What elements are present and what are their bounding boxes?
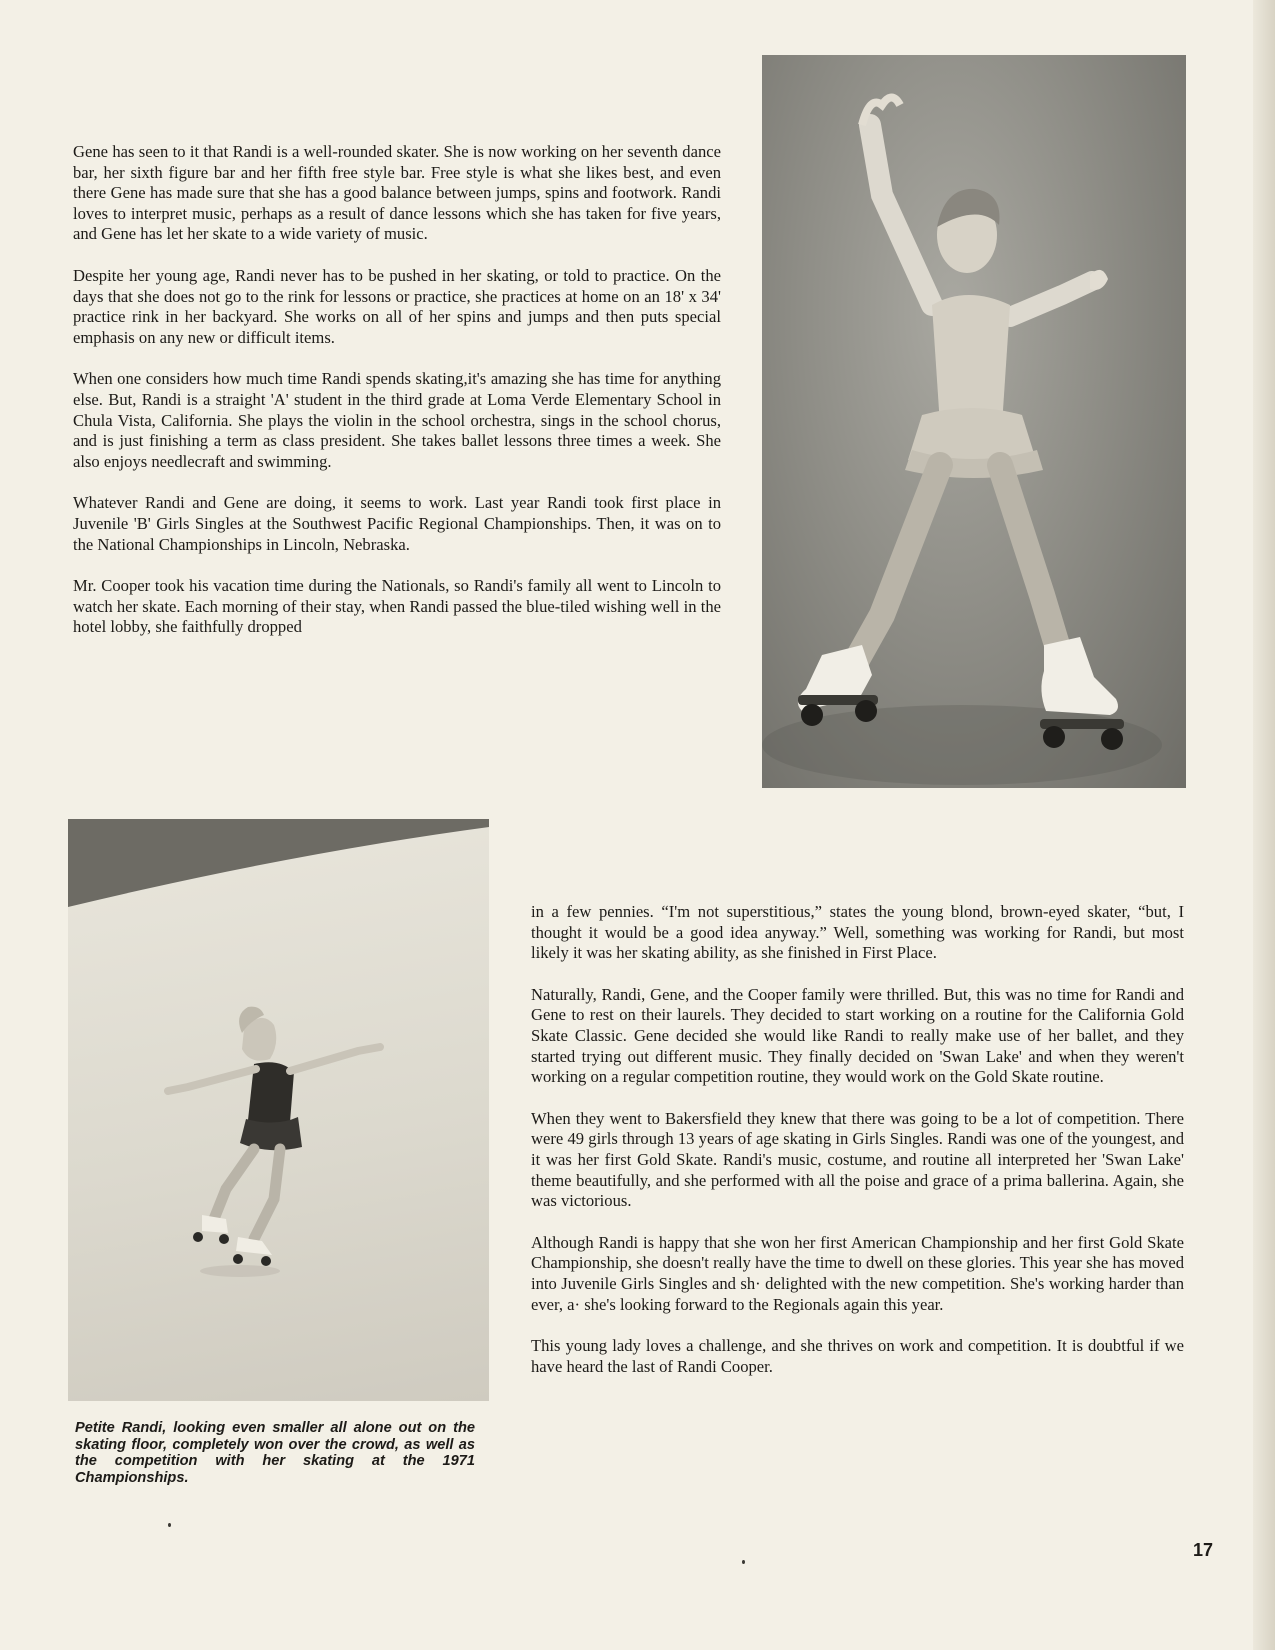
page-number: 17	[1193, 1540, 1214, 1560]
article-paragraph: This young lady loves a challenge, and she thrives on work and competition. It is doubtful if we have heard the last of Randi Cooper.	[531, 1336, 1184, 1376]
article-column-top	[73, 142, 721, 659]
photo-caption: Petite Randi, looking even smaller all alone out on the skating floor, completely won over the crowd, as well as the competition with her skating at the 1971 Championships.	[75, 1420, 475, 1486]
page-edge-shadow	[1253, 0, 1275, 1650]
skater-posing-illustration	[762, 55, 1186, 788]
print-speck	[168, 1523, 171, 1527]
article-paragraph: When one considers how much time Randi spends skating,it's amazing she has time for anything else. But, Randi is a straight 'A' student in the third grade at Loma Verde Elementary School in Chula Vista, California. She plays the violin in the school orchestra, sings in the school chorus, and is just finishing a term as class president. She takes ballet lessons three times a week. She also enjoys needlecraft and swimming.	[73, 369, 721, 471]
photo-skater-rink	[68, 819, 489, 1401]
article-paragraph: in a few pennies. “I'm not superstitious,” states the young blond, brown-eyed skater, “but, I thought it would be a good idea anyway.” Well, something was working for Randi, but most likely it was her skating ability, as she finished in First Place.	[531, 902, 1184, 963]
photo-skater-posing	[762, 55, 1186, 788]
article-paragraph: Whatever Randi and Gene are doing, it seems to work. Last year Randi took first place in Juvenile 'B' Girls Singles at the Southwest Pacific Regional Championships. Then, it was on to the National Championships in Lincoln, Nebraska.	[73, 493, 721, 554]
skater-rink-illustration	[68, 819, 489, 1401]
article-paragraph: Mr. Cooper took his vacation time during the Nationals, so Randi's family all went to Lincoln to watch her skate. Each morning of their stay, when Randi passed the blue-tiled wishing well in the hotel lobby, she faithfully dropped	[73, 576, 721, 637]
article-paragraph: Naturally, Randi, Gene, and the Cooper family were thrilled. But, this was no time for Randi and Gene to rest on their laurels. They decided to start working on a routine for the California Gold Skate Classic. Gene decided she would like Randi to really make use of her ballet, and they started trying out different music. They finally decided on 'Swan Lake' and when they weren't working on a regular competition routine, they would work on the Gold Skate routine.	[531, 984, 1184, 1087]
print-speck	[742, 1560, 745, 1564]
article-paragraph: Despite her young age, Randi never has to be pushed in her skating, or told to practice. On the days that she does not go to the rink for lessons or practice, she practices at home on an 18' x 34' practice rink in her backyard. She works on all of her spins and jumps and then puts special emphasis on any new or difficult items.	[73, 265, 721, 347]
article-paragraph: When they went to Bakersfield they knew that there was going to be a lot of competition. There were 49 girls through 13 years of age skating in Girls Singles. Randi was one of the youngest, and it was her first Gold Skate. Randi's music, costume, and routine all interpreted her 'Swan Lake' theme beautifully, and she performed with all the poise and grace of a prima ballerina. Again, she was victorious.	[531, 1108, 1184, 1211]
article-paragraph: Gene has seen to it that Randi is a well-rounded skater. She is now working on her seventh dance bar, her sixth figure bar and her fifth free style bar. Free style is what she likes best, and even there Gene has made sure that she has a good balance between jumps, spins and footwork. Randi loves to interpret music, perhaps as a result of dance lessons which she has taken for five years, and Gene has let her skate to a wide variety of music.	[73, 142, 721, 244]
article-paragraph: Although Randi is happy that she won her first American Championship and her first Gold Skate Championship, she doesn't really have the time to dwell on these glories. This year she has moved into Juvenile Girls Singles and sh· delighted with the new competition. She's working harder than ever, a· she's looking forward to the Regionals again this year.	[531, 1232, 1184, 1314]
article-column-bottom	[531, 902, 1184, 1398]
